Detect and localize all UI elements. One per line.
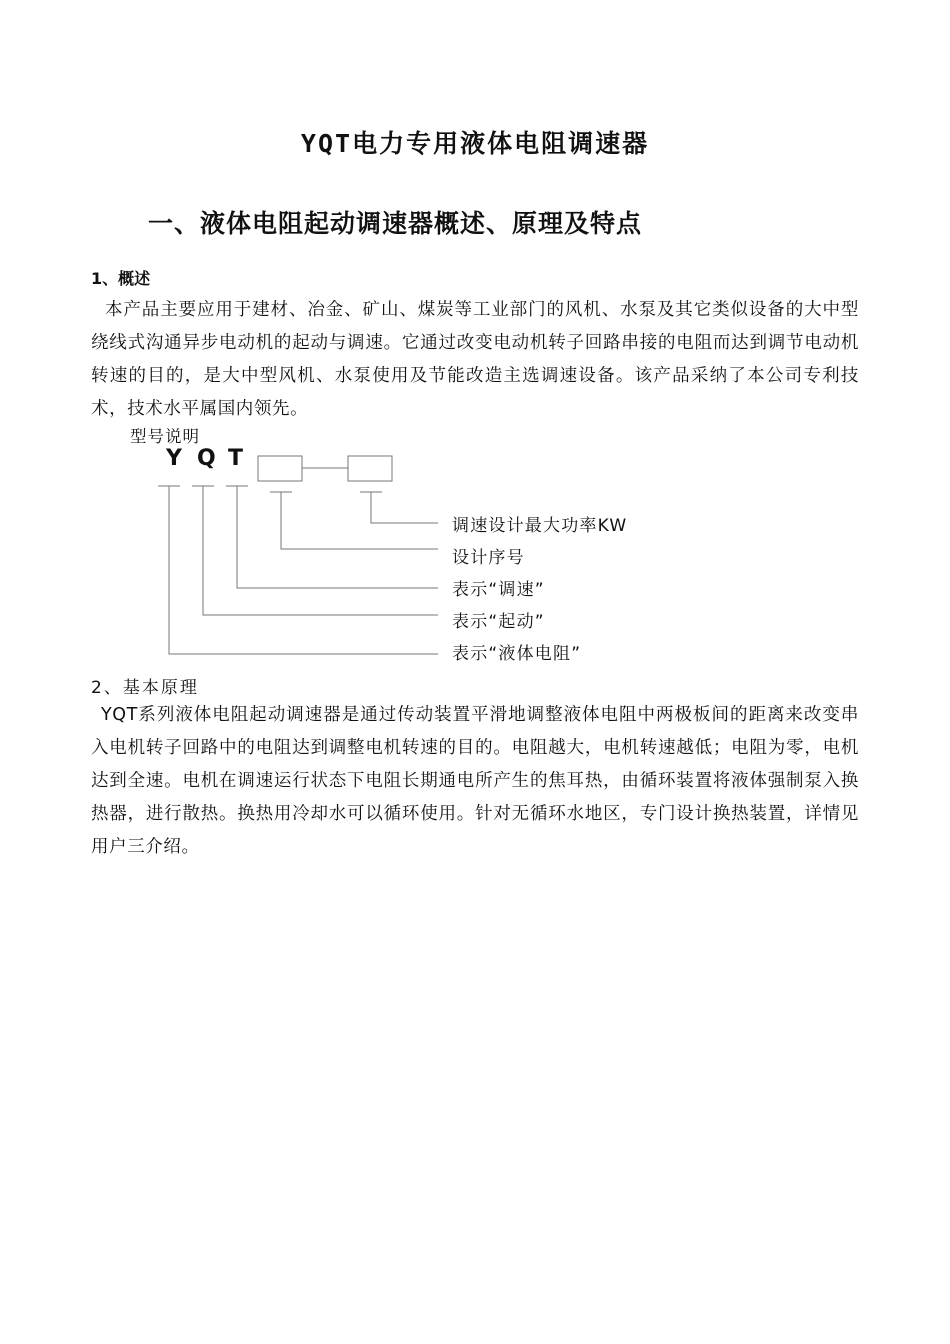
model-caption: 型号说明	[130, 427, 200, 446]
principle-paragraph: YQT系列液体电阻起动调速器是通过传动装置平滑地调整液体电阻中两极板间的距离来改变串入电机转子回路中的电阻达到调整电机转速的目的。电阻越大，电机转速越低；电阻为零，电机达到全速。电机在调速运行状态下电阻长期通电所产生的焦耳热，由循环装置将液体强制泵入换热器，进行散热。换热用冷却水可以循环使用。针对无循环水地区，专门设计换热装置，详情见用户三介绍。	[91, 705, 859, 857]
model-letter-q: Q	[197, 446, 216, 471]
legend-starting: 表示“起动”	[452, 612, 545, 632]
legend-liquid-resistance: 表示“液体电阻”	[452, 644, 582, 664]
section-heading: 一、液体电阻起动调速器概述、原理及特点	[148, 209, 643, 238]
document-title: YQT电力专用液体电阻调速器	[300, 129, 650, 158]
model-letter-y: Y	[166, 446, 182, 471]
legend-serial-number: 设计序号	[452, 548, 525, 568]
leader-line-serial	[281, 492, 438, 549]
legend-power-rating: 调速设计最大功率KW	[452, 516, 628, 536]
leader-line-power	[371, 492, 438, 523]
overview-paragraph: 本产品主要应用于建材、冶金、矿山、煤炭等工业部门的风机、水泵及其它类似设备的大中型绕线式沟通异步电动机的起动与调速。它通过改变电动机转子回路串接的电阻而达到调节电动机转速的目的，是大中型风机、水泵使用及节能改造主选调速设备。该产品采纳了本公司专利技术，技术水平属国内领先。	[91, 300, 859, 419]
legend-speed-regulation: 表示“调速”	[452, 580, 545, 600]
leader-line-start	[203, 486, 438, 615]
power-rating-box	[348, 456, 392, 481]
serial-number-box	[258, 456, 302, 481]
leader-line-liquid	[169, 486, 438, 654]
overview-heading: 1、概述	[91, 269, 151, 288]
principle-heading: 2、基本原理	[91, 678, 199, 698]
model-letter-t: T	[228, 446, 244, 471]
leader-line-speed	[237, 486, 438, 588]
